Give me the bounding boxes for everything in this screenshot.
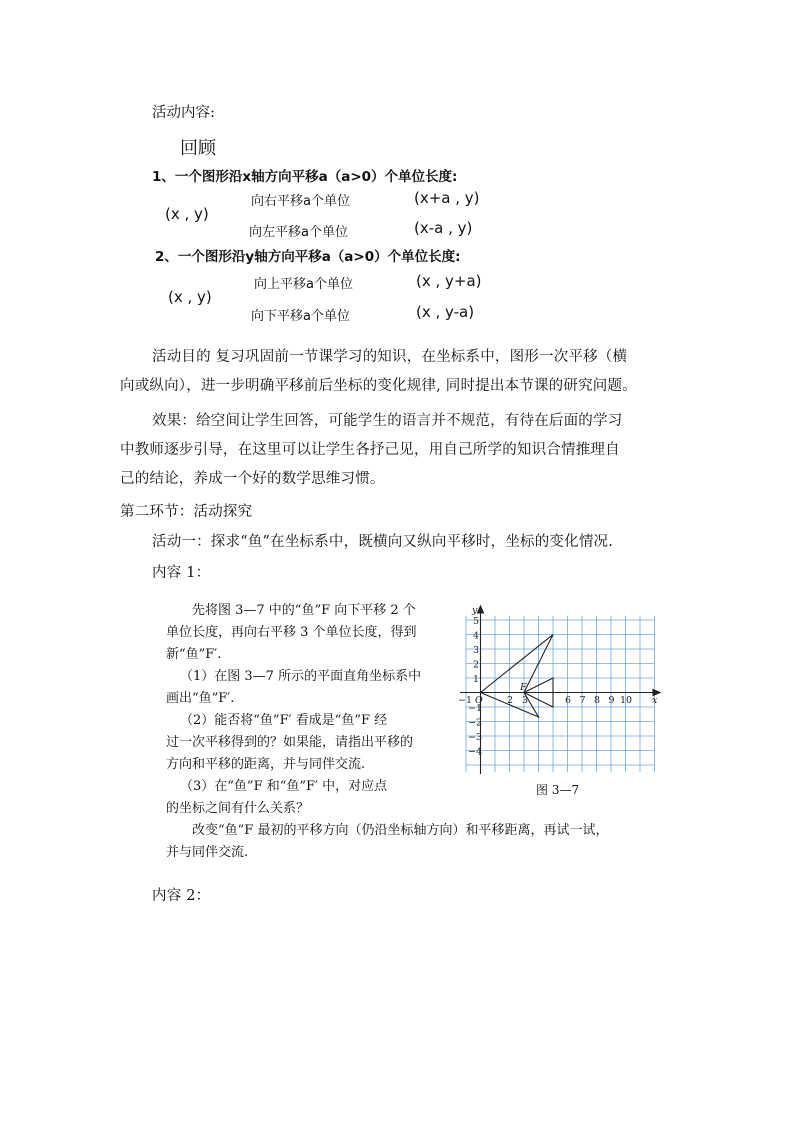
problem-line-7: 过一次平移得到的？如果能，请指出平移的 — [166, 735, 414, 750]
rule1-origin: (x , y) — [165, 205, 209, 223]
axes — [460, 606, 660, 774]
rule2-down-result: (x , y-a) — [416, 303, 475, 321]
y-tick-4: 4 — [473, 630, 480, 642]
x-tick-10: 10 — [620, 695, 633, 706]
rule1-right-result: (x+a , y) — [414, 189, 480, 207]
fish-label: F — [520, 682, 527, 693]
review-title: 回顾 — [180, 138, 216, 159]
purpose-line-1: 活动目的 复习巩固前一节课学习的知识，在坐标系中，图形一次平移（横 — [152, 349, 628, 365]
change-line-2: 并与同伴交流. — [166, 845, 249, 860]
content1-heading: 内容 1： — [152, 565, 211, 581]
figure-caption: 图 3—7 — [536, 783, 580, 797]
change-line-1: 改变“鱼”F 最初的平移方向（仍沿坐标轴方向）和平移距离，再试一试， — [192, 823, 609, 838]
problem-line-2: 单位长度，再向右平移 3 个单位长度，得到 — [166, 625, 417, 640]
y-tick-minus3: −3 — [468, 732, 483, 743]
rule2-up-label: 向上平移a个单位 — [254, 277, 353, 292]
purpose-line-2: 向或纵向），进一步明确平移前后坐标的变化规律, 同时提出本节课的研究问题。 — [120, 378, 637, 394]
y-tick-1: 1 — [473, 674, 480, 685]
rule2-down-label: 向下平移a个单位 — [251, 309, 350, 324]
y-tick-5: 5 — [473, 616, 480, 627]
x-tick-3: 3 — [522, 695, 529, 706]
content2-heading: 内容 2： — [152, 888, 211, 904]
x-tick-7: 7 — [579, 695, 586, 706]
rule1-right-label: 向右平移a个单位 — [251, 194, 350, 209]
problem-line-6: （2）能否将“鱼”F′ 看成是“鱼”F 经 — [180, 713, 388, 728]
problem-line-8: 方向和平移的距离，并与同伴交流. — [166, 757, 366, 772]
rule2-origin: (x , y) — [168, 288, 212, 306]
problem-line-9: （3）在“鱼”F 和“鱼”F′ 中，对应点 — [180, 779, 388, 794]
coordinate-figure — [456, 602, 666, 782]
origin-label: O — [475, 695, 483, 706]
rule2-title: 2、一个图形沿y轴方向平移a（a>0）个单位长度: — [155, 249, 461, 265]
section2-heading: 第二环节：活动探究 — [120, 504, 253, 520]
x-tick-6: 6 — [565, 695, 572, 706]
rule1-title: 1、一个图形沿x轴方向平移a（a>0）个单位长度: — [152, 169, 458, 185]
x-tick-9: 9 — [608, 695, 615, 706]
problem-line-4: （1）在图 3—7 所示的平面直角坐标系中 — [180, 669, 422, 684]
effect-line-3: 己的结论，养成一个好的数学思维习惯。 — [120, 471, 385, 487]
y-axis-label: y — [472, 605, 478, 616]
y-tick-minus1: −1 — [468, 703, 483, 714]
x-axis-label: x — [652, 695, 658, 706]
problem-line-3: 新“鱼”F′. — [166, 647, 222, 662]
activity-content-heading: 活动内容: — [152, 105, 215, 121]
problem-line-10: 的坐标之间有什么关系？ — [166, 801, 310, 816]
y-tick-minus4: −4 — [468, 746, 483, 758]
y-tick-2: 2 — [473, 659, 480, 671]
effect-line-2: 中教师逐步引导，在这里可以让学生各抒己见，用自己所学的知识合情推理自 — [120, 442, 620, 458]
rule2-up-result: (x , y+a) — [416, 272, 482, 290]
y-tick-3: 3 — [473, 645, 480, 656]
x-tick-8: 8 — [594, 695, 601, 706]
x-tick-2: 2 — [507, 695, 514, 706]
y-tick-minus2: −2 — [468, 717, 483, 729]
x-tick-minus1: −1 — [458, 695, 473, 706]
rule1-left-label: 向左平移a个单位 — [249, 225, 348, 240]
rule1-left-result: (x-a , y) — [414, 219, 473, 237]
activity1-line: 活动一：探求“鱼”在坐标系中，既横向又纵向平移时，坐标的变化情况. — [152, 534, 614, 550]
problem-line-5: 画出“鱼”F′. — [166, 691, 235, 706]
effect-line-1: 效果：给空间让学生回答，可能学生的语言并不规范，有待在后面的学习 — [152, 413, 623, 429]
problem-line-1: 先将图 3—7 中的“鱼”F 向下平移 2 个 — [192, 603, 416, 618]
grid — [466, 616, 655, 772]
